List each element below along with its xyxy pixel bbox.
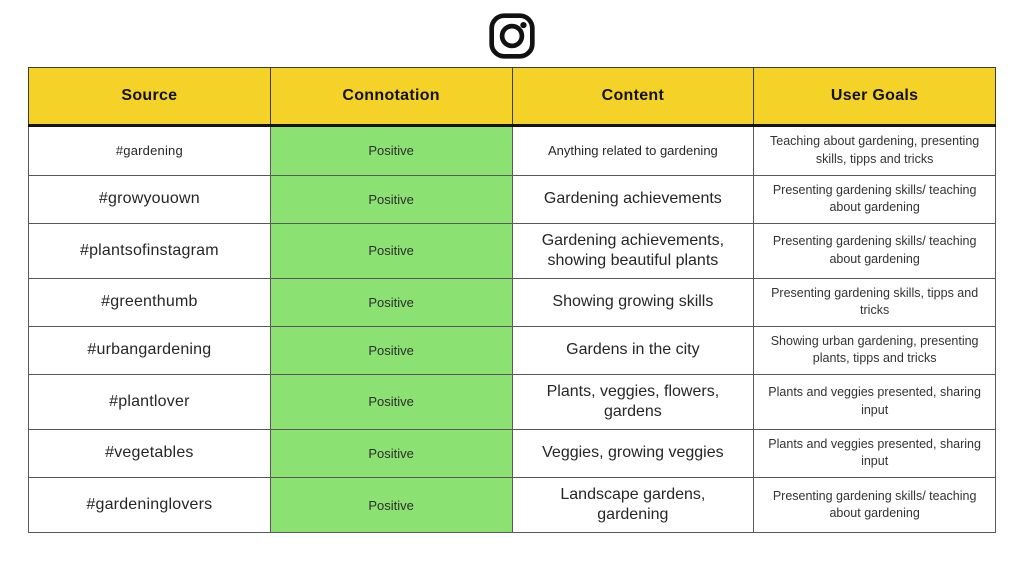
source-cell: #plantlover bbox=[29, 374, 271, 429]
source-cell: #urbangardening bbox=[29, 326, 271, 374]
connotation-cell: Positive bbox=[270, 278, 512, 326]
content-cell: Anything related to gardening bbox=[512, 126, 754, 176]
content-cell: Gardening achievements, showing beautiful plants bbox=[512, 223, 754, 278]
content-cell: Gardening achievements bbox=[512, 175, 754, 223]
connotation-cell: Positive bbox=[270, 429, 512, 477]
instagram-logo-icon bbox=[0, 0, 1024, 62]
user-goals-cell: Presenting gardening skills/ teaching about gardening bbox=[754, 175, 996, 223]
source-cell: #plantsofinstagram bbox=[29, 223, 271, 278]
user-goals-cell: Presenting gardening skills, tipps and tricks bbox=[754, 278, 996, 326]
connotation-cell: Positive bbox=[270, 326, 512, 374]
user-goals-cell: Teaching about gardening, presenting skills, tipps and tricks bbox=[754, 126, 996, 176]
user-goals-cell: Showing urban gardening, presenting plants, tipps and tricks bbox=[754, 326, 996, 374]
user-goals-cell: Plants and veggies presented, sharing input bbox=[754, 374, 996, 429]
column-header-user-goals: User Goals bbox=[754, 68, 996, 126]
hashtag-table bbox=[28, 67, 996, 533]
source-cell: #gardeninglovers bbox=[29, 478, 271, 533]
source-cell: #gardening bbox=[29, 126, 271, 176]
table-row bbox=[29, 278, 996, 326]
source-cell: #greenthumb bbox=[29, 278, 271, 326]
source-cell: #vegetables bbox=[29, 429, 271, 477]
connotation-cell: Positive bbox=[270, 478, 512, 533]
connotation-cell: Positive bbox=[270, 126, 512, 176]
header-row bbox=[29, 68, 996, 126]
user-goals-cell: Plants and veggies presented, sharing input bbox=[754, 429, 996, 477]
table-row bbox=[29, 326, 996, 374]
content-cell: Veggies, growing veggies bbox=[512, 429, 754, 477]
connotation-cell: Positive bbox=[270, 374, 512, 429]
content-cell: Gardens in the city bbox=[512, 326, 754, 374]
content-cell: Plants, veggies, flowers, gardens bbox=[512, 374, 754, 429]
table-row bbox=[29, 478, 996, 533]
connotation-cell: Positive bbox=[270, 175, 512, 223]
connotation-cell: Positive bbox=[270, 223, 512, 278]
column-header-source: Source bbox=[29, 68, 271, 126]
user-goals-cell: Presenting gardening skills/ teaching about gardening bbox=[754, 478, 996, 533]
table-row bbox=[29, 175, 996, 223]
column-header-connotation: Connotation bbox=[270, 68, 512, 126]
table-header bbox=[29, 68, 996, 126]
column-header-content: Content bbox=[512, 68, 754, 126]
instagram-logo-icon bbox=[487, 11, 537, 61]
table-row bbox=[29, 374, 996, 429]
table-row bbox=[29, 223, 996, 278]
content-cell: Showing growing skills bbox=[512, 278, 754, 326]
table-row bbox=[29, 429, 996, 477]
user-goals-cell: Presenting gardening skills/ teaching about gardening bbox=[754, 223, 996, 278]
source-cell: #growyouown bbox=[29, 175, 271, 223]
content-cell: Landscape gardens, gardening bbox=[512, 478, 754, 533]
table-row bbox=[29, 126, 996, 176]
